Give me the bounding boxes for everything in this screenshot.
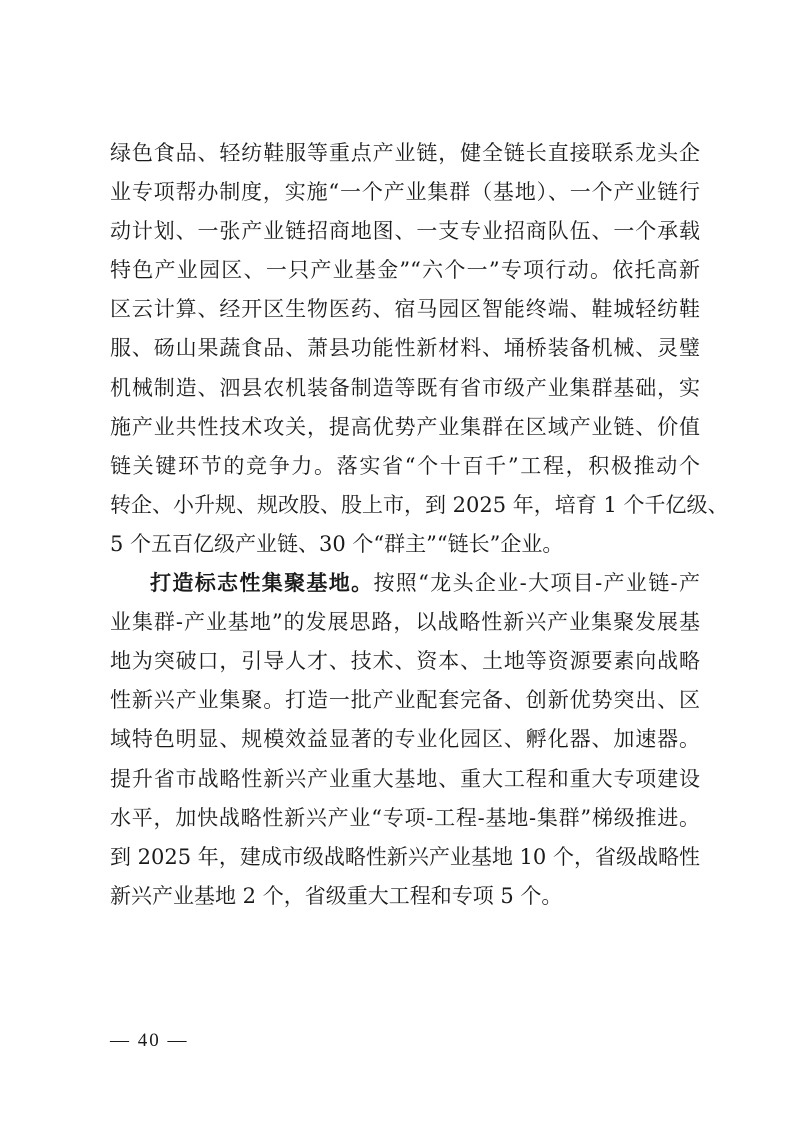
text-line: 区云计算、经开区生物医药、宿马园区智能终端、鞋城轻纺鞋	[110, 297, 700, 322]
text-line: 水平，加快战略性新兴产业“专项-工程-基地-集群”梯级推进。	[110, 805, 700, 830]
text-line: 施产业共性技术攻关，提高优势产业集群在区域产业链、价值	[110, 414, 700, 439]
text-line: 绿色食品、轻纺鞋服等重点产业链，健全链长直接联系龙头企	[110, 141, 700, 165]
text-line: 业集群-产业基地”的发展思路，以战略性新兴产业集聚发展基	[110, 610, 700, 635]
text-line: 性新兴产业集聚。打造一批产业配套完备、创新优势突出、区	[110, 688, 700, 713]
text-line: 特色产业园区、一只产业基金”“六个一”专项行动。依托高新	[110, 258, 700, 283]
text-line: 到 2025 年，建成市级战略性新兴产业基地 10 个，省级战略性	[110, 844, 700, 869]
section-heading: 打造标志性集聚基地。	[150, 571, 374, 596]
text-line-rest: 按照“龙头企业-大项目-产业链-产	[373, 571, 700, 596]
text-line: 转企、小升规、规改股、股上市，到 2025 年，培育 1 个千亿级、	[110, 492, 729, 517]
text-line: 提升省市战略性新兴产业重大基地、重大工程和重大专项建设	[110, 766, 700, 791]
text-line: 业专项帮办制度，实施“一个产业集群（基地）、一个产业链行	[110, 180, 700, 205]
text-line: 地为突破口，引导人才、技术、资本、土地等资源要素向战略	[110, 649, 700, 674]
text-line: 动计划、一张产业链招商地图、一支专业招商队伍、一个承载	[110, 219, 700, 244]
page-number: — 40 —	[110, 1030, 189, 1051]
text-line: 机械制造、泗县农机装备制造等既有省市级产业集群基础，实	[110, 375, 700, 400]
text-line: 链关键环节的竞争力。落实省“个十百千”工程，积极推动个	[110, 453, 700, 478]
text-line: 域特色明显、规模效益显著的专业化园区、孵化器、加速器。	[110, 727, 700, 752]
text-line: 新兴产业基地 2 个，省级重大工程和专项 5 个。	[110, 883, 563, 908]
body-text	[110, 134, 729, 916]
text-line: 5 个五百亿级产业链、30 个“群主”“链长”企业。	[110, 531, 564, 556]
paragraph-first-line	[110, 564, 700, 603]
text-line: 服、砀山果蔬食品、萧县功能性新材料、埇桥装备机械、灵璧	[110, 336, 700, 361]
